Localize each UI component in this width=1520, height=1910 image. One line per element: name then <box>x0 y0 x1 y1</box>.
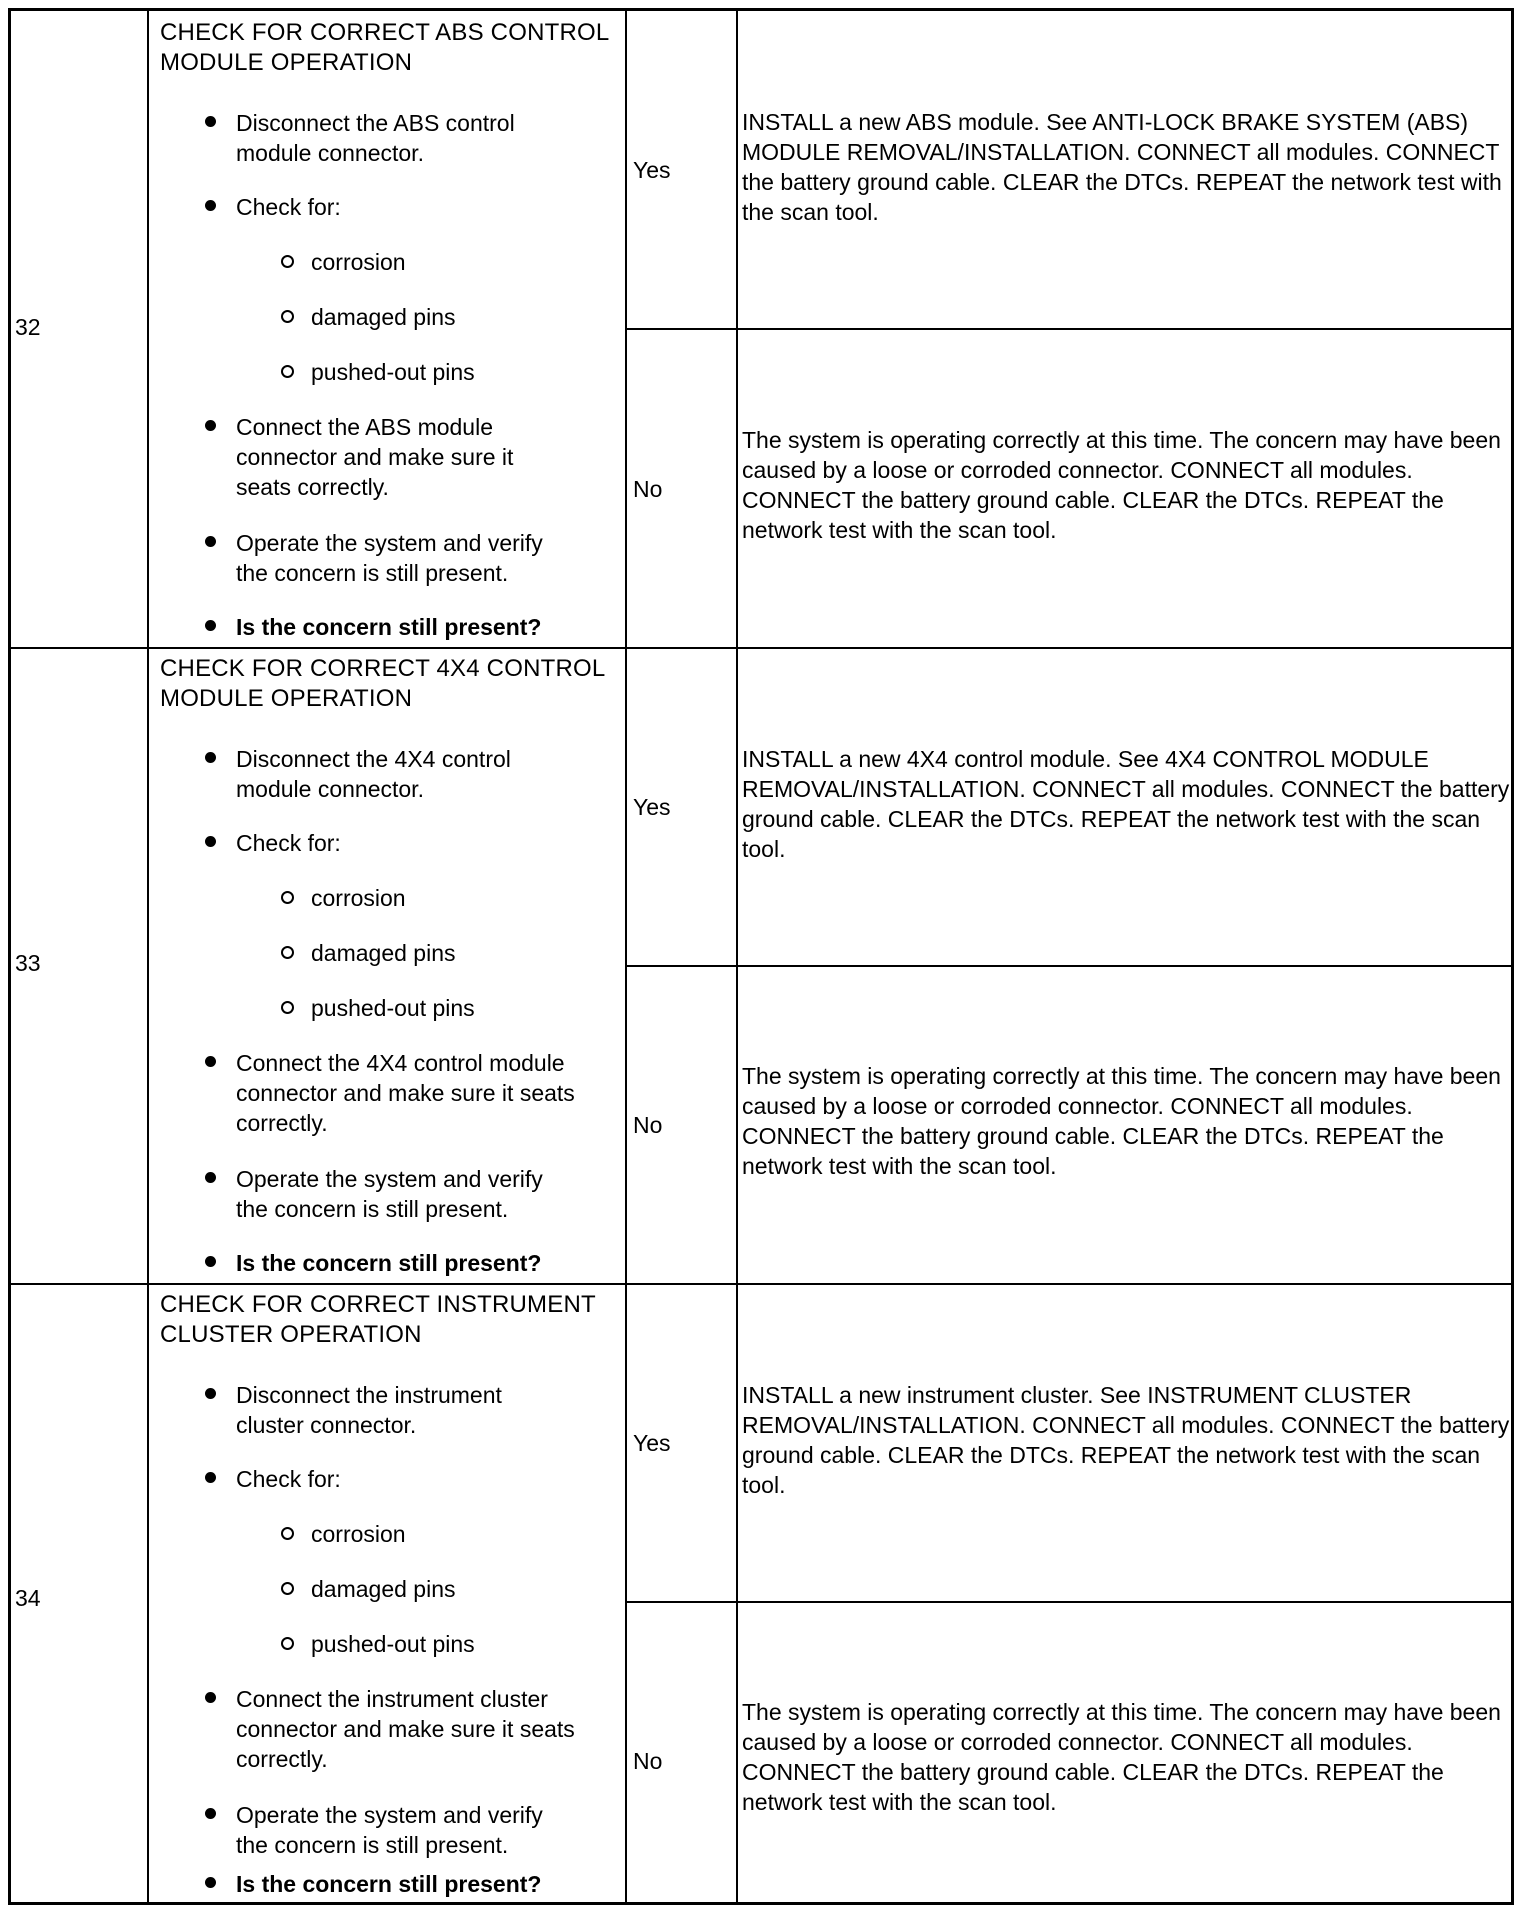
bullet-icon <box>205 1808 216 1819</box>
circle-bullet-icon <box>281 365 294 378</box>
circle-bullet-icon <box>281 1582 294 1595</box>
answer-no: No <box>633 1112 663 1138</box>
row-divider <box>625 965 1511 967</box>
step-title: CHECK FOR CORRECT ABS CONTROL MODULE OPERATION <box>160 19 609 76</box>
row-divider <box>11 647 1511 649</box>
row-divider <box>625 1601 1511 1603</box>
bullet-icon <box>205 1472 216 1483</box>
circle-bullet-icon <box>281 891 294 904</box>
circle-bullet-icon <box>281 946 294 959</box>
no-action: The system is operating correctly at this time. The concern may have been caused by a loose or corroded connector. CONNECT all modules. CONNECT the battery ground cable. CLEAR the DTCs. REPEAT the network test with the scan tool. <box>742 1699 1501 1815</box>
answer-no: No <box>633 476 663 502</box>
row-divider <box>11 1283 1511 1285</box>
bullet-icon <box>205 836 216 847</box>
answer-yes: Yes <box>633 1430 671 1456</box>
no-action: The system is operating correctly at this time. The concern may have been caused by a loose or corroded connector. CONNECT all modules. CONNECT the battery ground cable. CLEAR the DTCs. REPEAT the network test with the scan tool. <box>742 1063 1501 1179</box>
answer-no: No <box>633 1748 663 1774</box>
step-title: CHECK FOR CORRECT INSTRUMENT CLUSTER OPERATION <box>160 1291 596 1348</box>
bullet-icon <box>205 752 216 763</box>
circle-bullet-icon <box>281 1001 294 1014</box>
bullet-icon <box>205 620 216 631</box>
bullet-icon <box>205 1877 216 1888</box>
bullet-icon <box>205 1056 216 1067</box>
step-number: 34 <box>15 1585 41 1611</box>
bullet-icon <box>205 1692 216 1703</box>
no-action: The system is operating correctly at this time. The concern may have been caused by a loose or corroded connector. CONNECT all modules. CONNECT the battery ground cable. CLEAR the DTCs. REPEAT the network test with the scan tool. <box>742 427 1501 543</box>
row-divider <box>625 328 1511 330</box>
step-instructions: CHECK FOR CORRECT 4X4 CONTROL MODULE OPERATION Disconnect the 4X4 control module connector. Check for: corrosion damaged pins pushed-out pins Connect the 4X4 control module connector and make sure it seats correctly. Operate the system and verify the concern is still present. Is the concern still present? <box>155 651 625 1283</box>
answer-yes: Yes <box>633 794 671 820</box>
bullet-icon <box>205 1256 216 1267</box>
step-number: 32 <box>15 314 41 340</box>
yes-action: INSTALL a new 4X4 control module. See 4X4 CONTROL MODULE REMOVAL/INSTALLATION. CONNECT all modules. CONNECT the battery ground cable. CLEAR the DTCs. REPEAT the network test with the scan tool. <box>742 746 1510 862</box>
step-instructions: CHECK FOR CORRECT ABS CONTROL MODULE OPERATION Disconnect the ABS control module connector. Check for: corrosion damaged pins pushed-out pins Connect the ABS module connector and make sure it seats correctly. Operate the system and verify the concern is still present. Is the concern still present? <box>155 15 625 647</box>
circle-bullet-icon <box>281 1637 294 1650</box>
step-number: 33 <box>15 950 41 976</box>
column-divider <box>625 11 627 1902</box>
circle-bullet-icon <box>281 310 294 323</box>
bullet-icon <box>205 536 216 547</box>
column-divider <box>147 11 149 1902</box>
step-title: CHECK FOR CORRECT 4X4 CONTROL MODULE OPERATION <box>160 655 605 712</box>
diagnostic-table <box>8 8 1514 1905</box>
circle-bullet-icon <box>281 1527 294 1540</box>
bullet-icon <box>205 420 216 431</box>
answer-yes: Yes <box>633 157 671 183</box>
circle-bullet-icon <box>281 255 294 268</box>
bullet-icon <box>205 1388 216 1399</box>
yes-action: INSTALL a new instrument cluster. See INSTRUMENT CLUSTER REMOVAL/INSTALLATION. CONNECT all modules. CONNECT the battery ground cable. CLEAR the DTCs. REPEAT the network test with the scan tool. <box>742 1382 1510 1498</box>
yes-action: INSTALL a new ABS module. See ANTI-LOCK BRAKE SYSTEM (ABS) MODULE REMOVAL/INSTALLATION. CONNECT all modules. CONNECT the battery ground cable. CLEAR the DTCs. REPEAT the network test with the scan tool. <box>742 109 1502 225</box>
bullet-icon <box>205 116 216 127</box>
step-instructions: CHECK FOR CORRECT INSTRUMENT CLUSTER OPERATION Disconnect the instrument cluster connector. Check for: corrosion damaged pins pushed-out pins Connect the instrument cluster connector and make sure it seats correctly. Operate the system and verify the concern is still present. Is the concern still present? <box>155 1287 625 1902</box>
column-divider <box>736 11 738 1902</box>
bullet-icon <box>205 1172 216 1183</box>
bullet-icon <box>205 200 216 211</box>
